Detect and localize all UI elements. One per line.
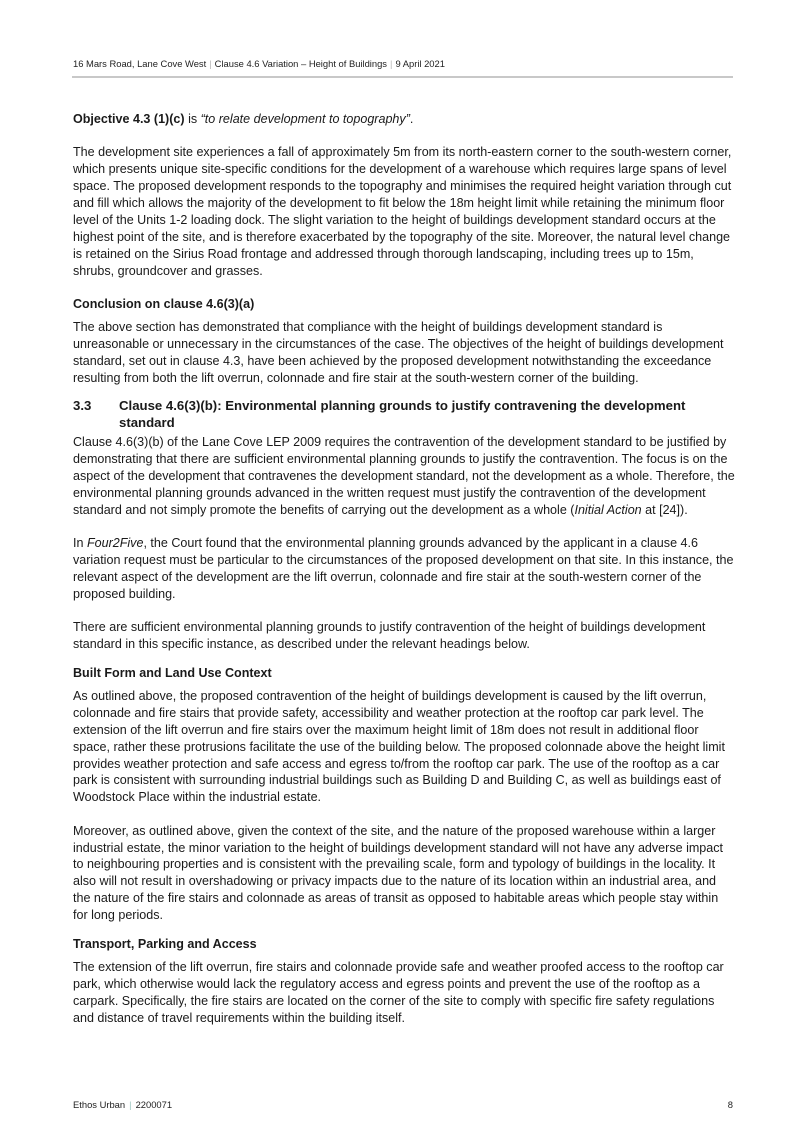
objective-paragraph: Objective 4.3 (1)(c) is “to relate development to topography”. (73, 112, 414, 126)
header-address: 16 Mars Road, Lane Cove West (73, 58, 207, 69)
conclusion-heading: Conclusion on clause 4.6(3)(a) (73, 296, 255, 311)
running-header (73, 58, 445, 69)
section-paragraph-2: In Four2Five, the Court found that the environmental planning grounds advanced by the applicant in a clause 4.6 variation request must be particular to the circumstances of the proposed development on that site. In this instance, the relevant aspect of the development are the lift overrun, colonnade and fire stair at the south-western corner of the proposed building. (73, 536, 734, 601)
section-heading-3-3 (73, 398, 735, 431)
section-paragraph-1: Clause 4.6(3)(b) of the Lane Cove LEP 2009 requires the contravention of the development standard to be justified by demonstrating that there are sufficient environmental planning grounds to justify the contravention. The focus is on the aspect of the development that contravenes the development standard, not the development as a whole. Therefore, the environmental planning grounds advanced in the written request must justify the contravention of the development standard and not simply promote the benefits of carrying out the development as a whole (Initial Action at [24]). (73, 435, 735, 517)
built-form-paragraph-2: Moreover, as outlined above, given the context of the site, and the nature of the proposed warehouse within a larger industrial estate, the minor variation to the height of buildings development standard will not have any adverse impact to neighbouring properties and is consistent with the prevailing scale, form and typology of buildings in the locality. It also will not result in overshadowing or privacy impacts due to the nature of its location within an industrial area, and the nature of the fire stairs and colonnade as areas of transit as opposed to habitable areas which people stay within for long periods. (73, 823, 724, 923)
header-separator: | (390, 58, 393, 69)
footer-project-number: 2200071 (135, 1099, 173, 1110)
header-doc-title: Clause 4.6 Variation – Height of Buildings (214, 58, 387, 69)
page-body (73, 111, 735, 1043)
header-date: 9 April 2021 (395, 58, 445, 69)
topography-paragraph: The development site experiences a fall of approximately 5m from its north-eastern corner to the south-western corner, which presents unique site-specific conditions for the development of a warehouse which requires large spans of level space. The proposed development responds to the topography and minimises the required height variation through cut and fill which allows the majority of the development to fit below the 18m height limit while retaining the minimum floor level of the Units 1-2 loading dock. The slight variation to the height of buildings development standard occurs at the highest point of the site, and is therefore exacerbated by the topography of the site. Moreover, the natural level change is retained on the Sirius Road frontage and addressed through thorough landscaping, including trees up to 15m, shrubs, groundcover and grasses. (73, 145, 732, 278)
footer-separator: | (129, 1099, 132, 1110)
header-divider (72, 76, 733, 78)
transport-heading: Transport, Parking and Access (73, 937, 257, 952)
page-footer (73, 1099, 733, 1110)
header-separator: | (209, 58, 212, 69)
page-number: 8 (727, 1099, 733, 1110)
built-form-paragraph-1: As outlined above, the proposed contravention of the height of buildings development is caused by the lift overrun, colonnade and fire stairs that provide safety, accessibility and weather protection at the rooftop car park level. The extension of the lift overrun and fire stairs over the maximum height limit of 18m does not result in additional floor space, rather these protrusions facilitate the use of the building below. The proposed colonnade above the height limit provides weather protection and safe access and egress to/from the rooftop car park. The use of the rooftop as a car park is consistent with surrounding industrial buildings such as Building D and Building C, as well as buildings east of Woodstock Place within the industrial estate. (73, 688, 725, 805)
footer-company: Ethos Urban (73, 1099, 126, 1110)
transport-paragraph-1: The extension of the lift overrun, fire stairs and colonnade provide safe and weather proofed access to the rooftop car park, which otherwise would lack the regulatory access and egress points and prevent the use of the rooftop as a carpark. Specifically, the fire stairs are located on the corner of the site to comply with specific fire safety regulations and distance of travel requirements within the building itself. (73, 960, 724, 1025)
section-paragraph-3: There are sufficient environmental planning grounds to justify contravention of the height of buildings development standard in this specific instance, as described under the relevant headings below. (73, 620, 706, 652)
objective-quote: “to relate development to topography” (200, 112, 410, 126)
conclusion-paragraph: The above section has demonstrated that compliance with the height of buildings development standard is unreasonable or unnecessary in the circumstances of the case. The objectives of the height of buildings development standard, set out in clause 4.3, have been achieved by the proposed development notwithstanding the exceedance resulting from both the lift overrun, colonnade and fire stair at the south-western corner of the building. (73, 319, 724, 385)
case-name-initial-action: Initial Action (574, 502, 642, 517)
objective-label: Objective 4.3 (1)(c) (73, 112, 185, 126)
case-name-four2five: Four2Five (86, 536, 144, 551)
section-number: 3.3 (73, 398, 92, 414)
section-title: Clause 4.6(3)(b): Environmental planning grounds to justify contravening the development standard (119, 398, 686, 430)
built-form-heading: Built Form and Land Use Context (73, 666, 272, 681)
